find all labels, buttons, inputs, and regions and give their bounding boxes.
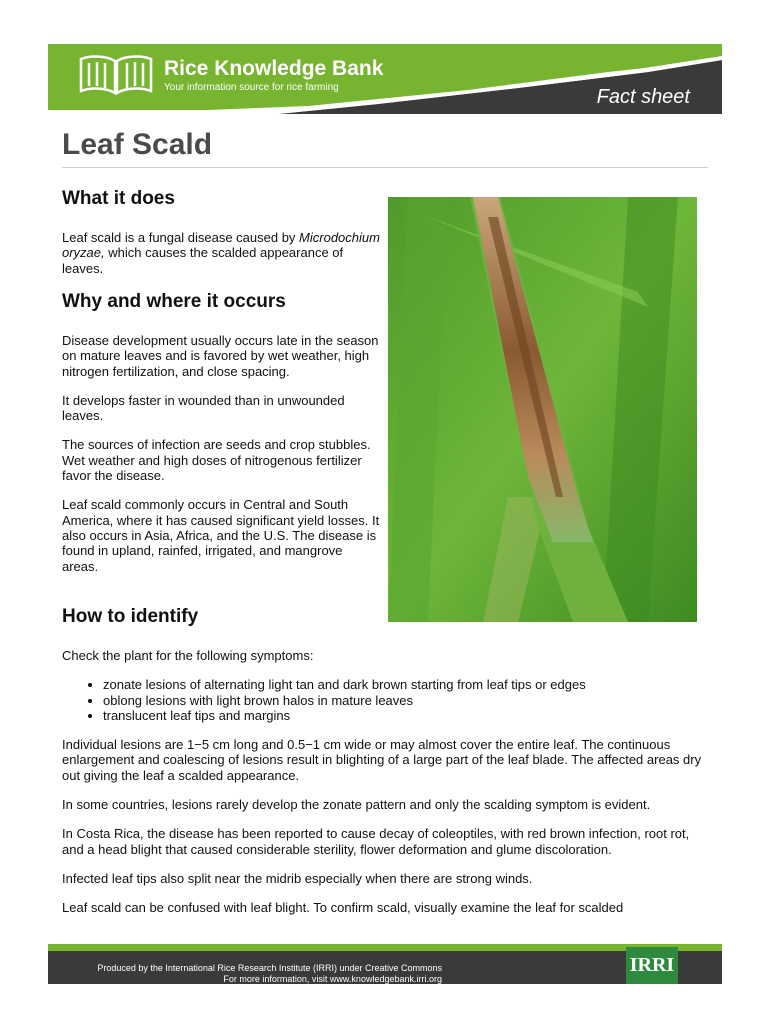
section-what-it-does	[62, 188, 380, 276]
paragraph: Leaf scald commonly occurs in Central and South America, where it has caused significant yield losses. It also occurs in Asia, Africa, and the U.S. The disease is found in upland, rainfed, irrigated, and mangrove areas.	[62, 497, 380, 574]
footer-accent-stripe	[48, 944, 722, 951]
brand-tagline: Your information source for rice farming	[164, 82, 339, 93]
paragraph: In some countries, lesions rarely develop the zonate pattern and only the scalding symptom is evident.	[62, 797, 651, 813]
footer-bar	[48, 951, 722, 984]
paragraph: Individual lesions are 1−5 cm long and 0.5−1 cm wide or may almost cover the entire leaf. The continuous enlargement and coalescing of lesions result in blighting of a large part of the leaf blade. The affected areas dry out giving the leaf a scalded appearance.	[62, 737, 702, 783]
list-item: • translucent leaf tips and margins	[103, 708, 708, 723]
title-divider	[62, 167, 708, 168]
footer	[48, 944, 722, 984]
paragraph: Leaf scald is a fungal disease caused by Microdochium oryzae, which causes the scalded appearance of leaves.	[62, 230, 380, 276]
section-heading: Why and where it occurs	[62, 291, 286, 312]
header-banner	[48, 44, 722, 114]
paragraph: Check the plant for the following symptoms:	[62, 648, 314, 663]
symptom-list	[62, 677, 708, 723]
leaf-scald-photo	[388, 197, 697, 622]
paragraph: The sources of infection are seeds and crop stubbles. Wet weather and high doses of nitrogenous fertilizer favor the disease.	[62, 437, 371, 484]
paragraph: Disease development usually occurs late in the season on mature leaves and is favored by wet weather, high nitrogen fertilization, and close spacing.	[62, 333, 379, 379]
section-heading: How to identify	[62, 606, 199, 627]
paragraph: Infected leaf tips also split near the midrib especially when there are strong winds.	[62, 870, 533, 886]
list-item: • zonate lesions of alternating light tan and dark brown starting from leaf tips or edges	[103, 677, 708, 692]
brand-name: Rice Knowledge Bank	[164, 57, 384, 80]
footer-credit: Produced by the International Rice Research Institute (IRRI) under Creative Commons	[97, 963, 442, 973]
section-why-where	[62, 291, 380, 574]
page-title: Leaf Scald	[62, 128, 213, 161]
section-heading: What it does	[62, 188, 175, 209]
document-type-label: Fact sheet	[596, 86, 690, 108]
footer-link-text: For more information, visit www.knowledgebank.irri.org	[223, 974, 442, 984]
list-item: • oblong lesions with light brown halos in mature leaves	[103, 693, 708, 708]
paragraph: Leaf scald can be confused with leaf blight. To confirm scald, visually examine the leaf for scalded	[62, 900, 624, 916]
paragraph: It develops faster in wounded than in unwounded leaves.	[62, 392, 345, 424]
open-book-icon	[77, 53, 155, 97]
section-how-to-identify	[62, 606, 708, 916]
irri-logo: IRRI	[626, 947, 678, 984]
paragraph: In Costa Rica, the disease has been reported to cause decay of coleoptiles, with red brown infection, root rot, and a head blight that caused considerable sterility, flower deformation and glume discoloration.	[62, 826, 690, 857]
